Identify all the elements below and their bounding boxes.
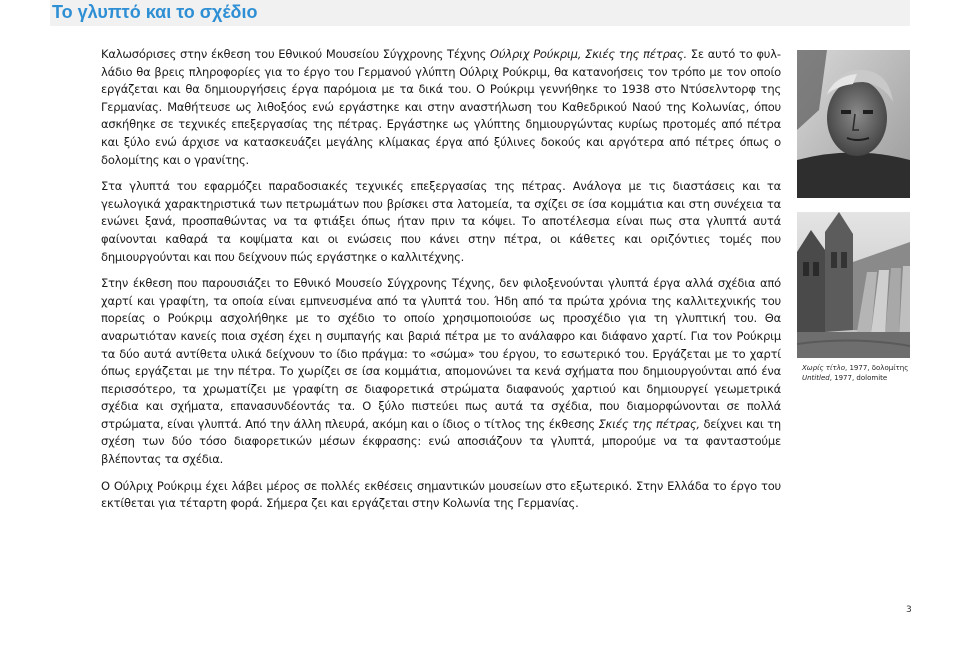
- caption-greek: [802, 364, 922, 374]
- caption-english: [802, 374, 922, 384]
- caption-english-details: , 1977, dolomite: [829, 373, 888, 382]
- paragraph-intro-text-2: Σε αυτό το φυλλάδιο θα βρεις πληροφορίες για το έργο του Γερμανού γλύπτη Ούλριχ Ρούκριμ, θα κατανοήσεις τον τρόπο με τον οποίο εργάζεται και θα δημιουργήσεις έργα παρόμοια με τα δικά του. Ο Ρούκριμ γεννήθηκε το 1938 στο Ντύσελντορφ της Γερμανίας. Μαθήτευσε ως λιθοξόος ενώ εργάστηκε και στην αναστήλωση του Καθεδρικού Ναού της Κολωνίας, όπου ασκήθηκε σε τεχνικές επεξεργασίας της πέτρας. Εργάστηκε ως γλύπτης δημιουργώντας κυρίως προτομές από πέτρα και ξύλο ενώ άρχισε να κατασκευάζει μεγάλης κλίμακας έργα από ξύλινες δοκούς και αργότερα από πέτρες όπως ο δολομίτης και ο γρανίτης.: [101, 47, 781, 167]
- sculpture-photo: [797, 212, 910, 358]
- page-number: 3: [906, 605, 912, 615]
- paragraph-technique: Στα γλυπτά του εφαρμόζει παραδοσιακές τεχνικές επεξεργασίας της πέτρας. Ανάλογα με τις διαστάσεις και τα γεωλογικά χαρακτηριστικά των πετρωμάτων που βρίσκει στα λατομεία, τα σχίζει σε ίσα κομμάτια και στη συνέχεια τα ενώνει ξανά, προσπαθώντας να τα φτιάξει όπως ήταν πριν τα κόψει. Το αποτέλεσμα είναι πως στα γλυπτά αυτά φαίνονται καθαρά τα κοψίματα και οι ενώσεις που κάνει στην πέτρα, οι κάθετες και οριζόντιες τομές που δημιουργούνται και που δείχνουν πώς εργάστηκε ο καλλιτέχνης.: [101, 179, 781, 264]
- caption-greek-title: Χωρίς τίτλο: [802, 364, 846, 372]
- caption-greek-details: , 1977, δολομίτης: [845, 364, 909, 372]
- exhibition-title-italic: Ούλριχ Ρούκριμ, Σκιές της πέτρας.: [490, 47, 687, 61]
- caption-english-title: Untitled: [802, 373, 830, 382]
- paragraph-career: Ο Ούλριχ Ρούκριμ έχει λάβει μέρος σε πολλές εκθέσεις σημαντικών μουσείων στο εξωτερικό. Στην Ελλάδα το έργο του εκτίθεται για τέταρτη φορά. Σήμερα ζει και εργάζεται στην Κολωνία της Γερμανίας.: [101, 478, 781, 511]
- page-title: Το γλυπτό και το σχέδιο: [52, 2, 258, 22]
- paragraph-exhibition-text-1: Στην έκθεση που παρουσιάζει το Εθνικό Μουσείο Σύγχρονης Τέχνης, δεν φιλοξενούνται γλυπτά έργα αλλά σχέδια από χαρτί και γραφίτη, τα οποία είναι εμπνευσμένα από τα γλυπτά του. Ήδη από τα πρώτα χρόνια της καλλιτεχνικής του πορείας ο Ρούκριμ ασχολήθηκε με το σχέδιο το οποίο χρησιμοποιούσε ως προσχέδιο για τη γλυπτική του. Θα αναρωτιόταν κανείς ποια σχέση έχει η συμπαγής και βαριά πέτρα με το ανάλαφρο και διάφανο χαρτί. Για τον Ρούκριμ τα δύο αυτά αντίθετα υλικά δείχνουν το ίδιο πράγμα: το «σώμα» του έργου, το εσωτερικό του. Εργάζεται με το χαρτί όπως εργάζεται με την πέτρα. Το χωρίζει σε ίσα κομμάτια, απομονώνει τα κενά σχήματα που δημιουργούνται από ένα περισσότερο, τα χρωματίζει με γραφίτη σε διαφορετικά στρώματα διαφανούς χαρτιού και δημιουργεί γεωμετρικά σχέδια και σχήματα, επανασυνδέοντάς τα. Ο ξύλο πιστεύει πως αυτά τα σχέδια, που διαμορφώνονται σε πολλά στρώματα, είναι γλυπτά. Από την άλλη πλευρά, ακόμη και ο ίδιος ο τίτλος της έκθεσης: [101, 276, 781, 431]
- paragraph-intro-text-1: Καλωσόρισες στην έκθεση του Εθνικού Μουσείου Σύγχρονης Τέχνης: [101, 47, 491, 61]
- exhibition-subtitle-italic: Σκιές της πέτρας,: [598, 416, 700, 431]
- paragraph-intro: [101, 46, 781, 169]
- artist-portrait-photo: [797, 50, 910, 198]
- paragraph-exhibition: [101, 275, 781, 469]
- article-body: [101, 46, 781, 513]
- paragraph-exhibition-text-2: δείχνει και τη σχέση των δύο τόσο διαφορετικών μέσων έκφρασης: ενώ αποσιάζουν τα γλυπτά, μπορούμε να τα φανταστούμε βλέποντας τα σχέδια.: [101, 416, 782, 467]
- photo-caption: [802, 364, 922, 383]
